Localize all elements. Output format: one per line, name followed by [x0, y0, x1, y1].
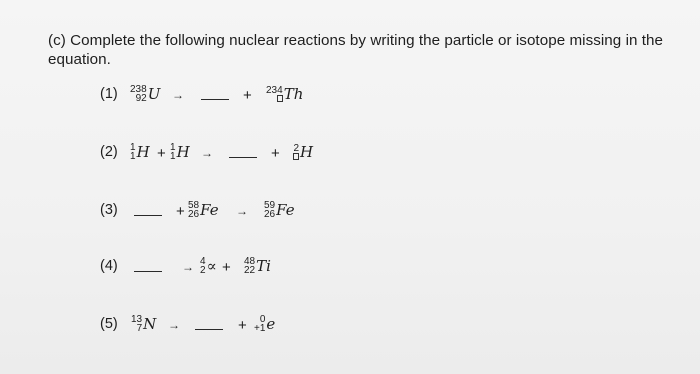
- reaction-1: [0, 86, 700, 116]
- arrow-icon: →: [182, 260, 194, 274]
- plus-sign: +: [238, 317, 247, 334]
- missing-particle-blank[interactable]: [134, 205, 162, 216]
- plus-sign: +: [222, 259, 231, 276]
- reaction-label: (1): [100, 86, 118, 102]
- mass-number: 58: [188, 200, 200, 211]
- reaction-3: [0, 202, 700, 232]
- plus-sign: +: [243, 87, 252, 104]
- nuclide-positron: [254, 315, 275, 333]
- plus-sign: +: [271, 145, 280, 162]
- empty-box-icon: [293, 153, 299, 160]
- atomic-number: 26: [188, 209, 200, 220]
- nuclide-h1-a: [130, 143, 150, 161]
- reaction-label: (2): [100, 144, 118, 160]
- nuclide-ti48: [244, 257, 271, 275]
- reaction-4: [0, 258, 700, 288]
- element-symbol: Ti: [256, 257, 271, 275]
- element-symbol: Th: [283, 85, 304, 103]
- atomic-number: 92: [135, 93, 147, 104]
- atomic-number: 2: [200, 265, 206, 276]
- element-symbol: Fe: [200, 201, 219, 219]
- missing-particle-blank[interactable]: [229, 147, 257, 158]
- nuclide-fe59: [264, 201, 295, 219]
- mass-number: 2: [293, 143, 299, 154]
- nuclide-n13: [131, 315, 156, 333]
- plus-sign: +: [157, 145, 166, 162]
- plus-sign: +: [176, 203, 185, 220]
- arrow-icon: →: [201, 146, 213, 160]
- mass-number: 234: [266, 85, 283, 96]
- mass-number: 0: [259, 314, 266, 325]
- mass-number: 1: [130, 142, 136, 153]
- reaction-label: (3): [100, 202, 118, 218]
- atomic-number: 1: [170, 151, 176, 162]
- atomic-number: 1: [130, 151, 136, 162]
- element-symbol: Fe: [276, 201, 295, 219]
- reaction-label: (4): [100, 258, 118, 274]
- mass-number: 1: [170, 142, 176, 153]
- mass-number: 4: [200, 256, 206, 267]
- arrow-icon: →: [236, 204, 248, 218]
- question-prompt: (c) Complete the following nuclear reactions by writing the particle or isotope missing in the equation.: [48, 32, 664, 68]
- element-symbol: e: [266, 315, 276, 333]
- missing-particle-blank[interactable]: [195, 319, 223, 330]
- atomic-number: +1: [254, 323, 266, 334]
- element-symbol: N: [143, 315, 157, 333]
- mass-number: 59: [264, 200, 276, 211]
- nuclide-u238: [130, 85, 160, 103]
- element-symbol: U: [147, 85, 161, 103]
- nuclide-alpha: [200, 257, 217, 275]
- reaction-2: [0, 144, 700, 174]
- atomic-number: 26: [264, 209, 276, 220]
- arrow-icon: →: [172, 88, 184, 102]
- nuclide-h2: [293, 143, 313, 161]
- element-symbol: H: [136, 143, 150, 161]
- element-symbol: H: [176, 143, 190, 161]
- alpha-symbol: ∝: [206, 257, 217, 275]
- atomic-number: 22: [244, 265, 256, 276]
- empty-box-icon: [277, 95, 283, 102]
- reaction-5: [0, 316, 700, 346]
- arrow-icon: →: [168, 318, 180, 332]
- reaction-label: (5): [100, 316, 118, 332]
- nuclide-fe58: [188, 201, 219, 219]
- missing-particle-blank[interactable]: [134, 261, 162, 272]
- mass-number: 238: [130, 84, 147, 95]
- element-symbol: H: [300, 143, 314, 161]
- mass-number: 13: [131, 314, 143, 325]
- nuclide-th234: [266, 85, 303, 103]
- missing-particle-blank[interactable]: [201, 89, 229, 100]
- nuclide-h1-b: [170, 143, 190, 161]
- mass-number: 48: [244, 256, 256, 267]
- atomic-number: 7: [136, 323, 143, 334]
